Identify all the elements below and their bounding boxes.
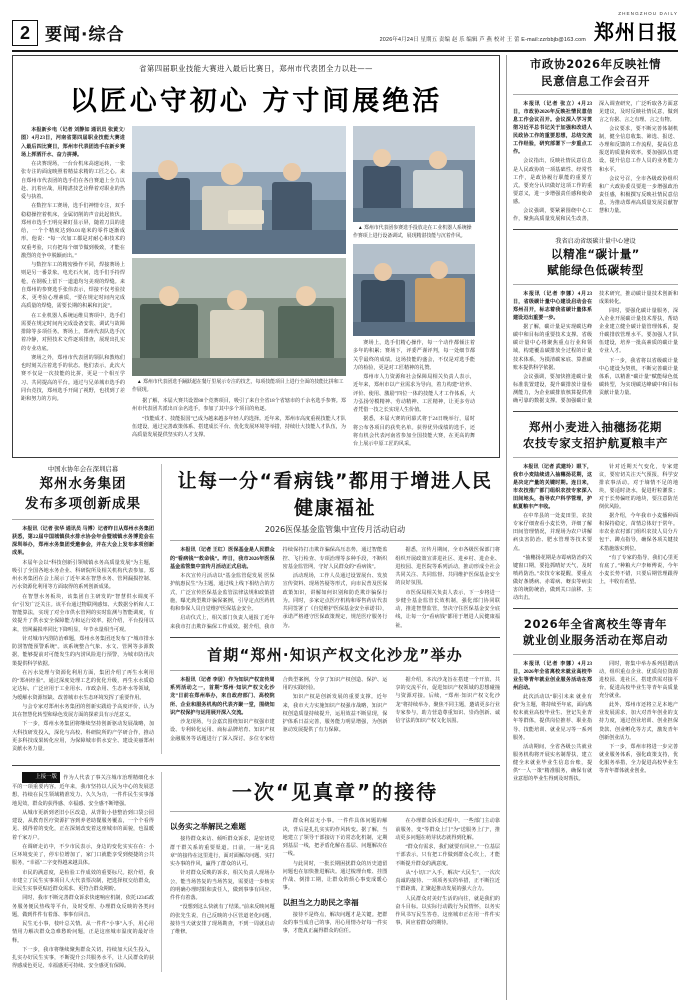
divider <box>170 670 500 671</box>
masthead <box>12 10 678 52</box>
paragraph: 市民的满意度，是检验工作成效的重要标尺。据介绍，我市建立了民生实事项目人大代表票决制，把选择权交给群众，让民生实事更贴近群众需求、更符合群众期盼。 <box>12 869 154 893</box>
story-byline: 本报讯（记者 张立）4月23日，市政协2026年反映社情民意信息工作会议召开。会议深入学习贯彻习近平总书记关于加强和改进人民政协工作的重要思想，总结交流工作经验，研究部署下一步重点工作。 <box>513 101 592 156</box>
mid-section <box>12 464 500 754</box>
paragraph: “群众有需求，我们就要有回应。”一位基层干部表示，只有把工作做到群众心坎上，才能不断提升群众的满意度。 <box>395 844 500 867</box>
photo-art <box>132 258 346 376</box>
paragraph: “没想到这么快就有了结果。”前来反映问题的张先生说，自己反映的小区管道老化问题，接待当天就安排了现场勘查，不到一周就启动了维修。 <box>170 904 275 936</box>
story-headline-ip-salon: 首期“郑州·知识产权文化沙龙”举办 <box>207 645 463 664</box>
divider <box>170 540 500 541</box>
paragraph: 同时，我市不断完善群众诉求快速响应机制，依托12345政务服务便民热线等平台，及时受理、办理群众反映的各类问题，做到件件有着落、事事有回音。 <box>12 895 154 918</box>
story-kicker: 我省启动省级碳计量中心建设 <box>555 237 636 245</box>
story-columns <box>170 817 500 936</box>
story-headline-line1: 2026年全省离校生等青年 <box>523 616 668 631</box>
main-column <box>12 55 500 1000</box>
bottom-section <box>12 772 500 971</box>
divider <box>513 654 678 655</box>
paragraph: 此次活动以“职引未来 就业有我”为主题，将持续至年底，面向离校未就业高校毕业生、登记失业青年等群体，提供岗位推荐、职业指导、技能培训、就业见习等一系列服务。 <box>513 694 592 741</box>
paragraph: 会议要求，要不断完善体制机制，健全信息收集、筛选、报送、办理和反馈的工作流程，提高信息报送的质量和效率。要加强队伍建设，提升信息工作人员的业务能力和水平。 <box>599 126 678 173</box>
photo-art <box>353 244 475 336</box>
subsection-label: 以务实之举解民之难题 <box>170 822 246 832</box>
divider <box>513 284 678 285</box>
paragraph: 从城市更新到老旧小区改造，从背街小巷整治到口袋公园建设，从教育医疗资源扩容到养老助餐服务覆盖，一个个看得见、摸得着的变化，正在深刻改变着这座城市的面貌，也温暖着千家万户。 <box>12 809 154 841</box>
paragraph: 赛场上，选手们精心操作，每一个动作都倾注着多年的积累；赛场下，评委严谨评判，每一处细节都关乎最终的成绩。这场技能的盛会，不仅是对选手能力的检验，更是对工匠精神的礼赞。 <box>353 340 475 371</box>
photo-art <box>353 126 475 222</box>
divider <box>170 811 500 812</box>
paragraph: 据介绍，本次沙龙旨在搭建一个开放、共享的交流平台，促进知识产权领域的思想碰撞与资源对接。后续，“郑州·知识产权文化沙龙”将持续举办，聚焦不同主题，邀请更多行业专家参与，助力营造尊重知识、崇尚创新、诚信守法的知识产权文化氛围。 <box>395 676 500 725</box>
paragraph: 郑州市人力资源和社会保障局相关负责人表示，近年来，郑州市以产业需求为导向，着力构建“培养、评价、使用、激励”四位一体的技能人才工作体系，大力弘扬劳模精神、劳动精神、工匠精神，让更多劳动者凭借一技之长实现人生价值。 <box>353 374 475 414</box>
paragraph: 下一步，郑州水务集团将继续坚持创新驱动发展战略，加大科技研发投入，深化与高校、科研院所的产学研合作，推动更多科技成果转化应用，为保障城市供水安全、建设美丽郑州贡献水务力量。 <box>12 721 154 753</box>
lead-story-byline: 本报新乡电（记者 刘静如 通讯员 张黄文/图）4月23日，河南省第四届职业技能大赛进入最后四比赛日，郑州市代表团选手在新乡赛场上挥洒汗水、奋力拼搏。 <box>21 127 125 158</box>
story-kicker: 中国水协年会在深圳启幕 <box>47 465 119 474</box>
paragraph: 下一步，郑州市将进一步完善就业服务体系，强化政策支持，优化服务举措，全力促进高校毕业生等青年群体就业创业。 <box>599 743 678 774</box>
story-wheat-flowering <box>513 418 678 602</box>
story-reception <box>170 772 500 971</box>
divider <box>513 457 678 458</box>
divider <box>513 229 678 230</box>
photo-caption-2: ▲ 郑州市代表团参赛选手投放走在工业机器人系统操作赛项上进行设备调试，展现精湛技能与沉着作风。 <box>353 226 472 239</box>
divider <box>513 608 678 609</box>
paragraph-text: 作为人代表了事关注城市治理精细化水平的一项重要内容。近年来，我市坚持以人民为中心的发展思想，持续在民生领域精准发力、久久为功，一件件民生实事落地见效，群众的获得感、幸福感、安全感不断增强。 <box>12 775 154 807</box>
story-columns <box>513 660 678 783</box>
paragraph: 会议号召，全市各级政协组织和广大政协委员要进一步增强政治责任感，积极撰写反映社情民意信息，为推动郑州高质量发展贡献智慧和力量。 <box>599 175 678 214</box>
paragraph: 接待不是终点，解决问题才是关键。把群众的事当成自己的事，用心用情办好每一件实事，才能真正赢得群众的信任。 <box>282 911 388 935</box>
story-columns <box>170 676 500 743</box>
page-body <box>12 55 678 1000</box>
paragraph: 民生无小事，枝叶总关情。从一件件“小事”入手，用心用情用力解决群众急难愁盼问题，正是这座城市温度的最好诠释。 <box>12 921 154 944</box>
story-byline: 本报讯（记者 李娜）4月23日，2026年全省离校未就业高校毕业生等青年就业创业服务活动在郑州启动。 <box>513 661 592 692</box>
paragraph: 针对群众反映的诉求，相关负责人现场办公，能当场答复的当场答复，需要进一步核实的明确办理时限和责任人，做到事事有回应、件件有着落。 <box>170 870 275 902</box>
lead-story-body <box>21 126 491 449</box>
photo-skill-competition-4 <box>353 244 475 336</box>
paragraph: 此外，郑州市还将立足本地产业发展需求，加大对青年创业的支持力度，通过创业培训、创业担保贷款、创业孵化等方式，激发青年创新创业活力。 <box>599 702 678 741</box>
lead-story-center <box>132 126 346 449</box>
story-subhead: 2026医保基金监管集中宣传月活动启动 <box>264 525 406 535</box>
photo-skill-competition-2 <box>132 258 346 376</box>
paragraph: 在污水处理与资源化利用方面，集团介绍了再生水利用的“郑州经验”。通过深度处理工艺的优化升级，再生水水质稳定达标，广泛应用于工业用水、市政杂用、生态补水等领域，为缓解水资源短缺、改善城市水生态环境发挥了重要作用。 <box>12 669 154 701</box>
paragraph: 与会专家对郑州水务集团的创新实践给予高度评价，认为其在智慧化转型和绿色发展方面的探索具有示范意义。 <box>12 703 154 719</box>
lead-story-right <box>353 126 475 449</box>
paragraph: 据了解，本届大赛共设置88个竞赛项目，吸引了来自全省18个省辖市的千余名选手参赛。郑州市代表团共派出百余名选手，参加了其中多个项目的角逐。 <box>132 398 346 413</box>
story-headline-line2: 农技专家支招护航夏粮丰产 <box>522 436 669 451</box>
paragraph: 活动期间，全省各级公共就业服务机构将开展实名制帮扶，建立健全未就业毕业生信息台账，提供“一人一策”精准服务，确保有就业意愿的毕业生得到及时帮扶。 <box>513 743 592 782</box>
story-byline: 本报讯（记者 王红）医保基金是人民群众的“看病钱”“救命钱”。昨日，我市2026年医保基金监管集中宣传月活动正式启动。 <box>170 547 275 570</box>
divider <box>170 637 500 638</box>
paragraph: 针对近期天气变化，专家建议，要密切关注天气预报，科学安排农事活动。对于墒情不足的地块，要适时浇水，促进籽粒灌浆；对于长势偏旺的地块，要注意防范倒伏风险。 <box>599 463 678 511</box>
photo-skill-competition-3 <box>353 126 475 222</box>
masthead-meta <box>124 36 594 46</box>
story-headline-line1: 郑州小麦进入抽穗扬花期 <box>528 419 663 434</box>
story-byline: 本报讯（记者 李居）作为知识产权宣传周系列活动之一，首期“郑州·知识产权文化沙龙”日前在郑州举办，来自政府部门、高校院所、企业和服务机构的代表齐聚一堂，围绕知识产权保护与运用展开深入交流。 <box>170 676 275 716</box>
paragraph: 本次宣传月活动以“基金监管促发展 医保护航惠民生”为主题，通过线上线下相结合的方式，广泛宣传医保基金监管法律法规和政策措施，曝光典型欺诈骗保案例，引导定点医药机构和参保人员自觉维护医保基金安全。 <box>170 573 275 613</box>
story-headline-line2: 发布多项创新成果 <box>25 495 141 512</box>
story-columns <box>513 100 678 223</box>
section-title: 要闻·综合 <box>45 25 125 45</box>
story-medical-fund <box>170 464 500 754</box>
story-byline: 本报讯（记者 李娜）4月23日，省级碳计量中心建设启动会在郑州召开，标志着我省碳计量体系建设迈出重要一步。 <box>513 291 592 322</box>
story-columns <box>170 546 500 631</box>
story-headline: 一次“见真章”的接待 <box>231 780 439 805</box>
paragraph: 据介绍，今年我市小麦播种面积保持稳定，苗情总体好于常年。市农业农村部门组织农技人员分片包干、蹲点指导，确保各项关键技术措施落实到位。 <box>599 513 678 552</box>
paragraph: 在中牟县的一处麦田里，农技专家仔细查看小麦长势，详细了解田间管理情况，并现场为农户讲解病虫害防治、肥水管理等技术要点。 <box>513 513 592 552</box>
story-carbon-metrology <box>513 236 678 405</box>
paragraph: 会议强调，要加快推进碳计量标准装置建设，提升碳排放计量检测能力，为企业碳排放核算提供准确可靠的数据支撑。要加强碳计量技术研究，推动碳计量技术创新和成果转化。 <box>513 291 678 404</box>
story-headline-line2: 就业创业服务活动在郑启动 <box>522 633 669 648</box>
story-water-group <box>12 464 162 754</box>
paragraph: 群众利益无小事。一件件具体问题的解决，背后是扎扎实实的作风转变。据了解，当地建立了领导干部接访下访常态化机制，定期到基层一线，把矛盾化解在基层、问题解决在一线。 <box>282 818 388 858</box>
page-number: 2 <box>12 20 38 46</box>
lead-story-headline: 以匠心守初心 方寸间展绝活 <box>69 86 443 117</box>
paragraph: 同时，将集中举办系列招聘活动，组织重点企业、优质岗位资源进校园、进社区，搭建供需对接平台，促进高校毕业生等青年高质量充分就业。 <box>599 661 678 700</box>
paragraph: 会议强调，要紧紧围绕中心工作，聚焦高质量发展和民生改善，深入调查研究，广泛听取各方面意见建议，及时反映社情民意，做到言之有据、言之有理、言之有物。 <box>513 101 678 222</box>
paragraph: 在办理群众诉求过程中，一些部门主动靠前服务，变“等群众上门”为“送服务上门”，推动更多问题在萌芽状态就得到化解。 <box>395 818 500 841</box>
dateline: 2026年4月24日 星期五 责编 赵 乐 编辑 芦 燕 校对 王 蕾 E-mail:zzrbbjb@163.com <box>379 36 586 43</box>
story-headline-line1: 郑州水务集团 <box>39 476 127 493</box>
story-continued <box>12 772 162 971</box>
photo-art <box>132 126 346 254</box>
paragraph: 知识产权是创新发展的重要支撑。近年来，我市大力实施知识产权强市战略，知识产权创造质量持续提升，运用效益不断显现，保护体系日益完善，服务能力明显增强，为创新驱动发展提供了有力保障。 <box>282 694 388 734</box>
paragraph: 会议指出，反映社情民意信息是人民政协的一项基础性、经常性工作，是政协履行职能的重要方式。要充分认识做好这项工作的重要意义，进一步增强责任感和使命感。 <box>513 158 592 205</box>
lead-story-text-left <box>21 126 125 449</box>
paragraph: 与数控车工的精密操作不同，焊接赛场上则是另一番景象。电光石火间，选手们手持焊枪，在钢板上留下一道道均匀美观的焊缝。来自郑州的参赛选手张伟表示，焊接不仅考验技术，更考验心理素质，“要在规定时间内完成高质量的焊缝，需要长期的积累和沉淀”。 <box>21 262 125 310</box>
divider <box>513 94 678 95</box>
continued-tag: 上接一版 <box>22 772 60 783</box>
lead-story-kicker: 省第四届职业技能大赛进入最后比赛日，郑州市代表团全力以赴—— <box>139 64 373 73</box>
story-columns <box>513 463 678 602</box>
lead-story <box>12 55 500 458</box>
paragraph: 本届年会以“科技创新引领城镇水务高质量发展”为主题，吸引了全国各地水务企业、科研院所及相关机构代表参加。郑州水务集团在会上展示了近年来在智慧水务、管网漏损控制、污水资源化利用等方面取得的系列创新成果。 <box>12 559 154 591</box>
story-headline-line1: 市政协2026年反映社情 <box>529 57 662 71</box>
paragraph: “技能成才、技能报国”已成为越来越多年轻人的选择。近年来，郑州市高度重视技能人才队伍建设，通过完善政策体系、搭建成长平台、优化发展环境等举措，持续壮大技能人才队伍，为高质量发展提供坚实的人才支撑。 <box>132 415 346 439</box>
logo-chinese: 郑州日报 <box>594 20 678 44</box>
paragraph: 下一步，我市将继续聚焦群众关切，持续加大民生投入，扎实办好民生实事，不断提升公共服务水平，让人民群众的获得感成色更足、幸福感更可持续、安全感更有保障。 <box>12 946 154 970</box>
paragraph: 赛场之外，郑州市代表团的领队和教练们也时刻关注着选手的状态。他们表示，此次大赛不仅是一次技能的比拼，更是一个相互学习、共同提高的平台。通过与兄弟城市选手的同台竞技，郑州选手开阔了视野，也找到了差距和努力的方向。 <box>21 354 125 402</box>
paragraph: 市医保局相关负责人表示，下一步将进一步健全基金监管长效机制，强化部门协同联动，推进智慧监管，坚决守住医保基金安全底线，让每一分“看病钱”都用于增进人民健康福祉。 <box>395 589 500 629</box>
paragraph: 据悉，本届大赛的闭幕式将于24日晚举行，届时将公布各项目的获奖名单。获得优异成绩的选手，还将有机会代表河南省参加全国技能大赛，在更高的舞台上展示中原工匠的风采。 <box>353 416 475 448</box>
divider <box>513 411 678 412</box>
story-headline: 让每一分“看病钱”都用于增进人民健康福祉 <box>177 470 493 520</box>
paragraph: 同时，要强化碳计量服务，深入企业开展碳计量技术帮扶，帮助企业建立健全碳计量管理体系，提升碳排放管理水平。要加强人才队伍建设，培养一批高素质的碳计量专业人才。 <box>599 308 678 355</box>
subsection-label: 以担当之力助民之幸福 <box>282 897 359 907</box>
story-columns <box>513 290 678 405</box>
story-byline: 本报讯（记者 武建玲）眼下，我市小麦陆续进入抽穗扬花期，这是决定产量的关键时期。连日来，市农技推广部门组织农技专家深入田间地头，指导农户科学管理，护航夏粮丰产丰收。 <box>513 463 592 511</box>
paragraph: 据了解，碳计量是实现碳达峰碳中和目标的重要技术支撑。省级碳计量中心将聚焦重点行业和领域，构建覆盖碳排放全过程的计量技术体系，为摸清碳家底、算准碳账本提供科学依据。 <box>513 324 592 371</box>
story-headline-line2: 民意信息工作会召开 <box>541 73 650 88</box>
paragraph: 在数控车工赛场，选手们神情专注，双手稳稳操控着机床，金属切削的声音此起彼伏。郑州市选手王明亮紧盯显示屏，随着刀具的进给，一个个精度达到0.01毫米的零件逐渐成形。他说：“每一次加工都是对耐心和技术的双重考验，只有把每个细节做到极致，才能在激烈的竞争中脱颖而出。” <box>21 203 125 259</box>
story-headline-line2: 赋能绿色低碳转型 <box>547 263 644 278</box>
divider <box>12 765 500 766</box>
story-headline-line1: 以精准“碳计量” <box>551 246 640 261</box>
logo-pinyin: ZHENGZHOU DAILY <box>618 11 678 16</box>
photo-skill-competition-1 <box>132 126 346 254</box>
paragraph: 活动现场，工作人员通过设置展台、发放宣传资料、现场答疑等形式，向市民普及医保政策知识，讲解如何识别和防范欺诈骗保行为。同时，多家定点医疗机构和零售药店代表共同签署了《自觉维护医保基金安全承诺书》，承诺严格遵守医保政策规定，规范医疗服务行为。 <box>282 573 388 629</box>
story-graduate-employment <box>513 615 678 783</box>
paragraph: 人民群众对美好生活的向往，就是我们的奋斗目标。以实际行动践行为民情怀，以务实作风书写民生答卷，这座城市正在用一件件实事，回应着群众的期待。 <box>395 895 500 927</box>
paragraph: 接待群众来访、倾听群众诉求，是密切党群干群关系的重要渠道。日前，一场“见真章”的接待在这里进行，面对面解决问题、实打实办事的作风，赢得了群众的认可。 <box>170 836 275 868</box>
paragraph: 启动仪式上，相关部门负责人通报了近年来我市打击欺诈骗保工作成效。据介绍，我市持续保持打击欺诈骗保高压态势，通过智能监控、飞行检查、专项治理等多种手段，不断织密基金监管网，守好人民群众的“看病钱”。 <box>170 547 388 630</box>
story-cppcc-meeting <box>513 55 678 223</box>
story-byline: 本报讯（记者 张华 通讯员 马博）记者昨日从郑州水务集团获悉，第22届中国城镇供水排水协会年会暨城镇水务博览会在深圳举办，郑州水务集团受邀参会，并在大会上发布多项创新成果。 <box>12 525 154 557</box>
photo-caption-1: ▲ 郑州市代表团选手踊跃超在餐厅里展示专注的技艺，每项技能项目上进行全面的技能比拼和工作展现。 <box>132 380 344 393</box>
continued-lead <box>12 772 154 808</box>
paragraph: 从“小切口”入手，解决“大民生”，一次次真诚的接待、一项项务实的举措，正不断拉近干群距离，汇聚起推动发展的强大合力。 <box>395 869 500 893</box>
paragraph: “抽穗扬花期是赤霉病防治的关键窗口期，要抢抓晴好天气，及时喷药防治。”农技专家提醒，要重点做好条锈病、赤霉病、蚜虫等病虫害的统防统治，做到关口前移、主动出击。 <box>513 554 592 601</box>
paragraph: 与此同时，一批长期困扰群众的历史遗留问题也在加快推进解决。通过梳理台账、挂图作战、倒排工期，让群众的烦心事变成暖心事。 <box>282 860 388 892</box>
paragraph: 在调研走访中，不少市民表示，身边的变化实实在在：小区环境变美了，停车位增加了，家门口就能享受到便捷的公共服务，“幸福”二字变得越来越具体。 <box>12 843 154 867</box>
paragraph: 针对城市内涝防治难题，郑州水务集团还发布了“城市排水防涝智能预警系统”。该系统整合气象、水文、管网等多源数据，能够提前对可能发生的内涝风险进行预警，为城市防汛决策提供科学依据。 <box>12 635 154 667</box>
paragraph: 在决赛现场，一台台机床高速运转，一张张专注的面庞映照着精益求精的工匠之心。来自郑州市代表团的选手们在各自赛道上全力以赴、沉着应战，用精湛技艺诠释着对职业的热爱与执着。 <box>21 161 125 200</box>
paragraph: 在工业机器人系统运维员赛项中，选手们需要在规定时间内完成设备安装、调试与故障排除等多项任务。赛场上，郑州代表队选手沉着冷静，对照技术文件逐项排查，展现出扎实的专业功底。 <box>21 312 125 352</box>
paragraph: “有了专家的指导，我们心里更有底了。”种粮大户李师傅说，今年小麦长势不错，只要后期管理跟得上，丰收有希望。 <box>599 554 678 585</box>
paragraph: 沙龙现场，与会嘉宾围绕知识产权强市建设、专利转化运用、商标品牌培育、知识产权金融服务等话题进行了深入探讨。多位专家结合典型案例，分享了知识产权创造、保护、运用的实践经验。 <box>170 676 388 742</box>
divider <box>12 519 154 520</box>
paragraph: 据悉，宣传月期间，全市各级医保部门将组织开展政策宣讲进社区、进乡村、进企业、进校园、进医院等系列活动，推动形成全社会共同关注、共同监督、共同维护医保基金安全的良好氛围。 <box>395 547 500 587</box>
paragraph: 在智慧水务板块，该集团自主研发的“智慧供水调度平台”引发广泛关注。该平台通过物联网感知、大数据分析和人工智能算法，实现了对全市供水管网的实时监测与智能调度，有效提升了供水安全保障能力和运行效率。据介绍，平台投用以来，管网漏损率同比下降明显，年节水量相当可观。 <box>12 593 154 633</box>
side-column <box>506 55 678 1000</box>
paragraph: 下一步，我省将以省级碳计量中心建设为契机，不断完善碳计量体系，以精准“碳计量”赋能绿色低碳转型，为实现碳达峰碳中和目标贡献计量力量。 <box>599 357 678 396</box>
newspaper-logo <box>594 10 678 46</box>
